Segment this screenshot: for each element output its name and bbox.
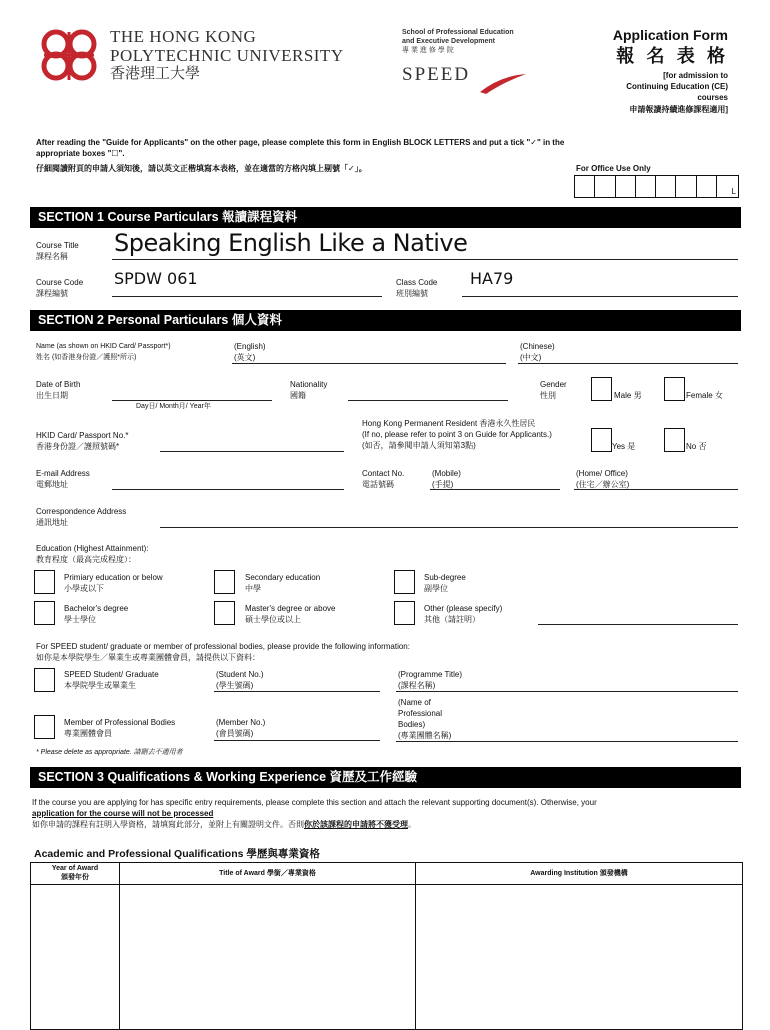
university-name-line2: POLYTECHNIC UNIVERSITY — [110, 46, 344, 65]
mobile-field[interactable] — [430, 489, 560, 490]
intro-en-line2: appropriate boxes "☐". — [36, 149, 125, 158]
speed-swoosh-icon — [478, 72, 528, 96]
admission-line1: [for admission to — [663, 71, 728, 80]
pr-label-1: Hong Kong Permanent Resident 香港永久性居民 — [362, 419, 536, 428]
dob-label: Date of Birth — [36, 380, 81, 389]
edu-bachelor-label-zh: 學士學位 — [64, 615, 96, 624]
member-no-label-zh: (會員號碼) — [216, 729, 254, 738]
col-header-title: Title of Award 學銜／專業資格 — [120, 863, 416, 885]
member-checkbox[interactable] — [34, 715, 55, 739]
section3-note-en-2: application for the course will not be processed — [32, 809, 214, 818]
class-code-line — [462, 296, 738, 297]
chinese-name-field[interactable] — [518, 363, 738, 364]
edu-master-label: Master's degree or above — [245, 604, 336, 613]
section3-note-zh: 如你申請的課程有註明入學資格，請填寫此部分，並附上有關證明文件。否則你於該課程的申請將不獲受理。 — [32, 820, 416, 829]
address-label-zh: 通訊地址 — [36, 518, 68, 527]
section2-header: SECTION 2 Personal Particulars 個人資料 — [30, 310, 741, 331]
intro-en-line1: After reading the "Guide for Applicants" on the other page, please complete this form in English BLOCK LETTERS and put a tick "✓" in the — [36, 138, 565, 147]
office-use-box — [574, 175, 739, 198]
email-label-zh: 電郵地址 — [36, 480, 68, 489]
edu-subdegree-label: Sub-degree — [424, 573, 466, 582]
home-label-zh: (住宅／辦公室) — [576, 480, 630, 489]
email-field[interactable] — [112, 489, 344, 490]
intro-zh: 仔細閱讀附頁的申請人須知後，請以英文正楷填寫本表格，並在適當的方格內填上剔號「✓」。 — [36, 164, 367, 173]
nationality-field[interactable] — [348, 400, 508, 401]
admission-line3: courses — [697, 93, 728, 102]
polyu-logo — [36, 24, 104, 86]
section1-header: SECTION 1 Course Particulars 報讀課程資料 — [30, 207, 741, 228]
form-title-zh: 報 名 表 格 — [616, 46, 728, 67]
hkid-field[interactable] — [160, 451, 344, 452]
edu-master-checkbox[interactable] — [214, 601, 235, 625]
course-code-line — [112, 296, 382, 297]
office-use-mark: L — [731, 187, 736, 196]
admission-zh: 申請報讀持續進修課程適用] — [629, 105, 728, 114]
dob-label-zh: 出生日期 — [36, 391, 68, 400]
male-checkbox[interactable] — [591, 377, 612, 401]
address-field[interactable] — [160, 527, 738, 528]
qualifications-table — [30, 862, 743, 1030]
member-no-label: (Member No.) — [216, 718, 266, 727]
contact-label-zh: 電話號碼 — [362, 480, 394, 489]
course-title-field[interactable]: Speaking English Like a Native — [114, 229, 468, 257]
name-label: Name (as shown on HKID Card/ Passport*) — [36, 343, 171, 350]
chinese-label: (Chinese) — [520, 342, 555, 351]
email-label: E-mail Address — [36, 469, 90, 478]
class-code-field[interactable]: HA79 — [470, 269, 514, 288]
home-office-field[interactable] — [574, 489, 738, 490]
class-code-label: Class Code — [396, 278, 438, 287]
prof-name-line3: Bodies) — [398, 720, 426, 729]
speed-note-1: For SPEED student/ graduate or member of professional bodies, please provide the following information: — [36, 642, 410, 651]
english-label: (English) — [234, 342, 266, 351]
female-label: Female 女 — [686, 391, 723, 400]
edu-subdegree-label-zh: 副學位 — [424, 584, 448, 593]
mobile-label: (Mobile) — [432, 469, 461, 478]
chinese-label-zh: (中文) — [520, 353, 542, 362]
gender-label-zh: 性別 — [540, 391, 556, 400]
education-label: Education (Highest Attainment): — [36, 544, 149, 553]
title-of-award-cell[interactable] — [120, 885, 416, 1030]
education-label-zh: 教育程度（最高完成程度）： — [36, 555, 136, 564]
speed-student-checkbox[interactable] — [34, 668, 55, 692]
course-title-line — [112, 259, 738, 260]
pr-yes-checkbox[interactable] — [591, 428, 612, 452]
prof-name-line1: (Name of — [398, 698, 431, 707]
dob-field[interactable] — [112, 400, 272, 401]
student-no-label: (Student No.) — [216, 670, 264, 679]
awarding-institution-cell[interactable] — [416, 885, 743, 1030]
edu-other-label: Other (please specify) — [424, 604, 503, 613]
speed-note-2: 如你是本學院學生／畢業生或專業團體會員，請提供以下資料： — [36, 653, 260, 662]
member-label-zh: 專業團體會員 — [64, 729, 112, 738]
col-header-year: Year of Award 頒發年份 — [31, 863, 120, 885]
edu-bachelor-checkbox[interactable] — [34, 601, 55, 625]
section3-header: SECTION 3 Qualifications & Working Experience 資歷及工作經驗 — [30, 767, 741, 788]
contact-label: Contact No. — [362, 469, 405, 478]
edu-other-field[interactable] — [538, 624, 738, 625]
student-no-field[interactable] — [214, 691, 380, 692]
hkid-label-zh: 香港身份證／護照號碼* — [36, 442, 120, 451]
edu-other-label-zh: 其他（請註明） — [424, 615, 480, 624]
university-name-line1: THE HONG KONG — [110, 27, 257, 46]
nationality-label: Nationality — [290, 380, 328, 389]
edu-primary-checkbox[interactable] — [34, 570, 55, 594]
address-label: Correspondence Address — [36, 507, 127, 516]
nationality-label-zh: 國籍 — [290, 391, 306, 400]
programme-title-label: (Programme Title) — [398, 670, 463, 679]
dob-hint: Day日/ Month月/ Year年 — [136, 403, 211, 410]
edu-primary-label-zh: 小學或以下 — [64, 584, 104, 593]
edu-bachelor-label: Bachelor's degree — [64, 604, 129, 613]
edu-secondary-label: Secondary education — [245, 573, 321, 582]
course-code-field[interactable]: SPDW 061 — [114, 269, 198, 288]
male-label: Male 男 — [614, 391, 642, 400]
form-title: Application Form — [612, 27, 728, 43]
pr-no-checkbox[interactable] — [664, 428, 685, 452]
pr-label-3: (如否，請參閱申請人須知第3點) — [362, 441, 476, 450]
mobile-label-zh: (手提) — [432, 480, 454, 489]
edu-secondary-checkbox[interactable] — [214, 570, 235, 594]
english-label-zh: (英文) — [234, 353, 256, 362]
speed-logo-text: SPEED — [402, 64, 471, 85]
course-title-label: Course Title — [36, 241, 79, 250]
delete-note: * Please delete as appropriate. 請刪去不適用者 — [36, 749, 183, 756]
edu-master-label-zh: 碩士學位或以上 — [245, 615, 301, 624]
university-name-zh: 香港理工大學 — [110, 64, 201, 82]
school-name-line1: School of Professional Education — [402, 29, 514, 36]
pr-yes-label: Yes 是 — [612, 442, 636, 451]
speed-student-label: SPEED Student/ Graduate — [64, 670, 159, 679]
name-label-zh: 姓名 (如香港身份證／護照*所示) — [36, 354, 137, 361]
speed-student-label-zh: 本學院學生或畢業生 — [64, 681, 136, 690]
edu-primary-label: Primiary education or below — [64, 573, 163, 582]
prof-name-line2: Professional — [398, 709, 443, 718]
member-no-field[interactable] — [214, 740, 380, 741]
school-name-line2: and Executive Development — [402, 38, 495, 45]
year-of-award-cell[interactable] — [31, 885, 120, 1030]
course-title-label-zh: 課程名稱 — [36, 252, 68, 261]
admission-line2: Continuing Education (CE) — [626, 82, 728, 91]
academic-heading: Academic and Professional Qualifications 學歷與專業資格 — [34, 848, 320, 860]
pr-label-2: (If no, please refer to point 3 on Guide for Applicants.) — [362, 430, 552, 439]
col-header-institution: Awarding Institution 頒發機構 — [416, 863, 743, 885]
gender-label: Gender — [540, 380, 567, 389]
school-name-zh: 專 業 進 修 學 院 — [402, 47, 454, 54]
student-no-label-zh: (學生號碼) — [216, 681, 254, 690]
course-code-label: Course Code — [36, 278, 84, 287]
section3-note-en-1: If the course you are applying for has specific entry requirements, please complete this section and attach the relevant supporting document(s). Otherwise, your — [32, 798, 597, 807]
home-label: (Home/ Office) — [576, 469, 628, 478]
pr-no-label: No 否 — [686, 442, 707, 451]
prof-name-zh: (專業團體名稱) — [398, 731, 452, 740]
edu-other-checkbox[interactable] — [394, 601, 415, 625]
hkid-label: HKID Card/ Passport No.* — [36, 431, 129, 440]
prof-body-name-field[interactable] — [396, 741, 738, 742]
edu-subdegree-checkbox[interactable] — [394, 570, 415, 594]
office-use-label: For Office Use Only — [576, 164, 651, 173]
class-code-label-zh: 班別編號 — [396, 289, 428, 298]
english-name-field[interactable] — [232, 363, 506, 364]
edu-secondary-label-zh: 中學 — [245, 584, 261, 593]
course-code-label-zh: 課程編號 — [36, 289, 68, 298]
programme-title-label-zh: (課程名稱) — [398, 681, 436, 690]
member-label: Member of Professional Bodies — [64, 718, 176, 727]
female-checkbox[interactable] — [664, 377, 685, 401]
programme-title-field[interactable] — [396, 691, 738, 692]
